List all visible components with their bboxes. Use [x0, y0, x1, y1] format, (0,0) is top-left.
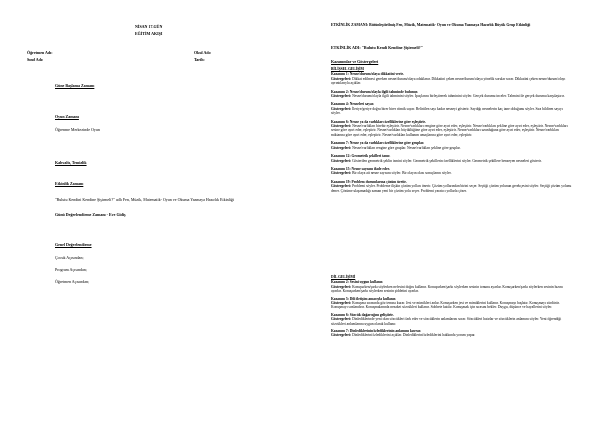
activity-time-heading: Etkinlik Zamanı: [55, 181, 84, 186]
gain-heading: Kazanım 7: Nesne ya da varlıkları özelliklerine göre gruplar.: [331, 141, 425, 146]
school-name-label: Okul Adı:: [194, 50, 212, 55]
gain-heading: Kazanım 1: Nesne/durum/olaya dikkatini verir.: [331, 72, 404, 77]
indicators-label: Göstergeleri:: [331, 317, 352, 322]
day-start-heading: Güne Başlama Zamanı: [55, 83, 95, 88]
gain-heading: Kazanım 6: Sözcük dağarcığını geliştirir.: [331, 312, 394, 317]
indicators-text: Dinlediklerini/izlediklerini açıklar. Dinlediklerini/izlediklerini hakkında yorum yapar.: [352, 333, 476, 338]
language-title: DİL GELİŞİMİ: [331, 275, 356, 279]
day-evaluation-heading: Günü Değerlendirme Zamanı - Eve Gidiş: [55, 212, 126, 217]
indicators-text: Bir olaya ait nesne sayısını söyler. Bir olayın olası sonuçlarını söyler.: [352, 171, 452, 176]
gains-title: Kazanımlar ve Göstergeleri: [331, 59, 379, 64]
child-perspective-label: Çocuk Açısından;: [55, 255, 84, 260]
gain-indicators: [331, 317, 573, 326]
gain-heading: Kazanım 7: Dinlediklerinin/izlediklerinin anlamını kavrar.: [331, 329, 422, 334]
language-gains-list: [331, 280, 573, 337]
gain-item: [331, 167, 573, 176]
gain-item: [331, 329, 573, 338]
gain-heading: Kazanım 4: Nesneleri sayar.: [331, 102, 374, 107]
gain-heading: Kazanım 2: Nesne/durum/olayla ilgili tahminde bulunur.: [331, 89, 418, 94]
month-title: NİSAN 17.GÜN: [135, 24, 163, 29]
indicators-label: Göstergeleri:: [331, 184, 352, 189]
gain-heading: Kazanım 6: Nesne ya da varlıkları özelliklerine göre eşleştirir.: [331, 119, 426, 124]
indicators-label: Göstergeleri:: [331, 124, 352, 129]
gain-indicators: [331, 159, 573, 163]
gain-indicators: [331, 77, 573, 86]
gain-item: [331, 313, 573, 326]
activity-description: "Bulutu Kendini Kendine Şişirmeli?" adlı Fen, Müzik, Matematik- Oyun ve Okuma Yazmaya Hazırlık Etkinliği: [55, 197, 235, 202]
date-label: Tarih:: [194, 57, 205, 62]
program-perspective-label: Program Açısından;: [55, 267, 87, 272]
indicators-label: Göstergeleri:: [331, 106, 352, 111]
gain-indicators: [331, 146, 573, 150]
gain-indicators: [331, 107, 573, 116]
activity-name: ETKİNLİK ADI: "Bulutu Kendi Kendine Şişirmeli?": [331, 45, 423, 50]
gain-item: [331, 280, 573, 293]
gain-item: [331, 141, 573, 150]
teacher-name-label: Öğretmen Adı:: [27, 50, 53, 55]
play-time-heading: Oyun Zamanı: [55, 114, 79, 119]
teacher-perspective-label: Öğretmen Açısından;: [55, 279, 90, 284]
cognitive-title: BİLİŞSEL GELİŞİM: [331, 67, 364, 71]
indicators-label: Göstergeleri:: [331, 145, 352, 150]
indicators-label: Göstergeleri:: [331, 94, 352, 99]
plan-title: EĞİTİM AKIŞI: [135, 31, 163, 36]
cognitive-gains-list: [331, 72, 573, 193]
breakfast-heading: Kahvaltı, Temizlik: [55, 160, 87, 165]
gain-item: [331, 72, 573, 85]
gain-indicators: [331, 285, 573, 294]
indicators-text: Nesne/varlıkları rengine göre gruplar. Nesne/varlıkları şekline göre gruplar.: [352, 145, 461, 150]
indicators-label: Göstergeleri:: [331, 301, 352, 306]
gain-indicators: [331, 94, 573, 98]
indicators-label: Göstergeleri:: [331, 76, 352, 81]
gain-item: [331, 102, 573, 115]
gain-heading: Kazanım 19: Problem durumlarına çözüm üretir.: [331, 179, 407, 184]
indicators-label: Göstergeleri:: [331, 284, 352, 289]
indicators-text: Konuşma sırasında göz teması kurar. Jest ve mimikleri anlar. Konuşurken jest ve mimiklerini kullanır. Konuşmayı başlatır. Konuşmayı sürdürür. Konuşmayı sonlandırır. Konuşmalarında nezaket sözcükleri kullanır. Sohbete katılır. Konuşmak için sırasını bekler. Duygu, düşünce ve hayallerini söyler.: [331, 301, 560, 310]
gain-indicators: [331, 184, 573, 193]
gain-indicators: [331, 301, 573, 310]
cognitive-section: [331, 67, 573, 197]
gain-item: [331, 90, 573, 99]
indicators-text: Gösterilen geometrik şeklin ismini söyler. Geometrik şekillerin özelliklerini söyler. Geometrik şekillere benzeyen nesneleri gösterir.: [352, 158, 542, 163]
gain-heading: Kazanım 15: Nesne sayısını ifade eder.: [331, 166, 390, 171]
activity-head: ETKİNLİK ZAMANI: Bütünleştirilmiş Fen, Müzik, Matematik- Oyun ve Okuma Yazmaya Hazırlık Büyük Grup Etkinliği: [331, 23, 531, 27]
indicators-label: Göstergeleri:: [331, 333, 352, 338]
indicators-text: Nesne/varlıkları birebir eşleştirir. Nesne/varlıkları rengine göre ayırt eder, eşleştirir. Nesne/varlıkları şekline göre ayırt eder, eşleştirir. Nesne/varlıkları sesine göre ayırt eder, eşleştirir. Nesne/varlıkları büyüklüğüne göre ayırt eder, eşleştirir. Nesne/varlıkları uzunluğuna göre ayırt eder, eşleştirir. Nesne/varlıkları miktarına göre ayırt eder, eşleştirir. Nesne/varlıkları kullanım amaçlarına göre ayırt eder, eşleştirir.: [331, 124, 568, 137]
gain-indicators: [331, 171, 573, 175]
indicators-text: Nesne/durum/olayla ilgili tahminini söyler. İpuçlarını birleştirerek tahminini söyler. Gerçek durumu inceler. Tahmini ile gerçek durumu karşılaştırır.: [352, 94, 565, 99]
class-name-label: Sınıf Adı:: [27, 57, 44, 62]
gain-item: [331, 180, 573, 193]
gain-item: [331, 154, 573, 163]
learning-centers-text: Öğrenme Merkezinde Oyun: [55, 127, 100, 132]
gain-indicators: [331, 333, 573, 337]
gain-item: [331, 120, 573, 138]
indicators-text: Dinlediklerinde yeni olan sözcükleri fark eder ve sözcüklerin anlamlarını sorar. Sözcükleri hatırlar ve sözcüklerin anlamını söyler. Yeni öğrendiği sözcükleri anlamlarına uygun olarak kullanır.: [331, 317, 562, 326]
indicators-text: İleriye/geriye doğru birer birer ritmik sayar. Belirtilen sayı kadar nesneyi gösterir. Saydığı nesnelerin kaç tane olduğunu söyler. Sıra bildiren sayıyı söyler.: [331, 106, 563, 116]
general-evaluation-heading: Genel Değerlendirme: [55, 242, 92, 247]
gain-heading: Kazanım 12: Geometrik şekilleri tanır.: [331, 154, 391, 159]
indicators-label: Göstergeleri:: [331, 171, 352, 176]
language-section: [331, 275, 573, 341]
gain-item: [331, 297, 573, 310]
gain-indicators: [331, 124, 573, 137]
indicators-text: Dikkat edilmesi gereken nesne/durum/olaya odaklanır. Dikkatini çeken nesne/durum/olaya yönelik sorular sorar. Dikkatini çeken nesne/durum/olayı ayrıntılarıyla açıklar.: [331, 76, 566, 86]
indicators-text: Problemi söyler. Probleme ilişkin çözüm yolları önerir. Çözüm yollarından birini seçer. Seçtiği çözüm yolunun gerekçesini söyler. Seçtiği çözüm yolunu dener. Çözüme ulaşamadığı zaman yeni bir çözüm yolu seçer. Problemi yaratıcı yollarla çözer.: [331, 184, 572, 193]
indicators-text: Konuşurken/şarkı söylerken nefesini doğru kullanır. Konuşurken/şarkı söylerken sesinin tonunu ayarlar. Konuşurken/şarkı söylerken sesinin hızını ayarlar. Konuşurken/şarkı söylerken sesinin şiddetini ayarlar.: [331, 284, 563, 294]
indicators-label: Göstergeleri:: [331, 158, 352, 163]
gain-heading: Kazanım 2: Sesini uygun kullanır.: [331, 280, 384, 285]
gain-heading: Kazanım 5: Dili iletişim amacıyla kullanır.: [331, 296, 396, 301]
